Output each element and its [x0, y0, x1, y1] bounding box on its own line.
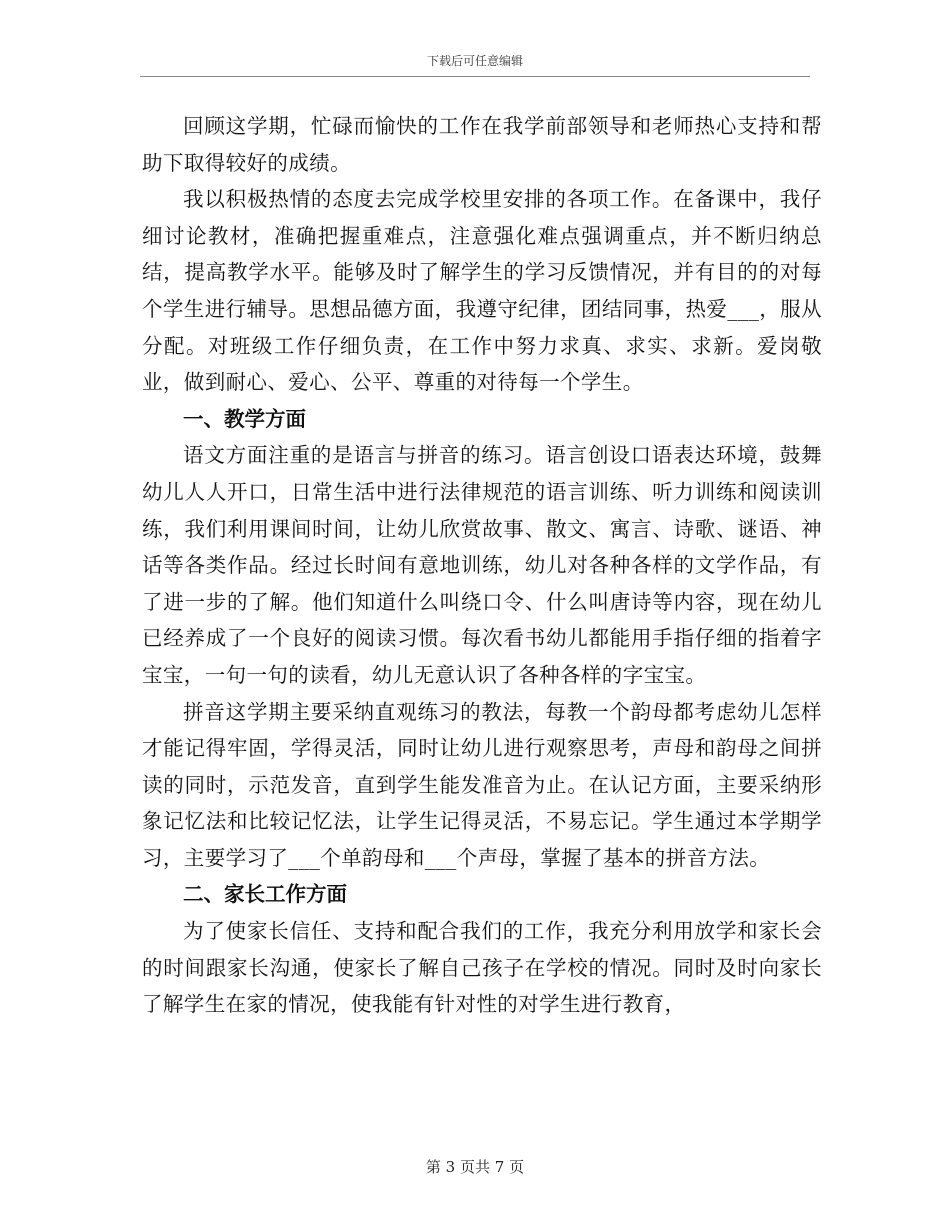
section-heading-parents: 二、家长工作方面	[183, 882, 347, 907]
paragraph-intro: 回顾这学期，忙碌而愉快的工作在我学前部领导和老师热心支持和帮助下取得较好的成绩。	[142, 114, 822, 175]
paragraph-pinyin: 拼音这学期主要采纳直观练习的教法，每教一个韵母都考虑幼儿怎样才能记得牢固，学得灵活，同时让幼儿进行观察思考，声母和韵母之间拼读的同时，示范发音，直到学生能发准音为止。在认记方面，主要采纳形象记忆法和比较记忆法，让学生记得灵活，不易忘记。学生通过本学期学习，主要学习了___个单韵母和___个声母，掌握了基本的拼音方法。	[142, 699, 822, 870]
section-heading-teaching: 一、教学方面	[183, 406, 306, 431]
header-divider	[140, 76, 810, 77]
paragraph-parent-communication: 为了使家长信任、支持和配合我们的工作，我充分利用放学和家长会的时间跟家长沟通，使家长了解自己孩子在学校的情况。同时及时向家长了解学生在家的情况，使我能有针对性的对学生进行教育，	[142, 919, 822, 1017]
paragraph-language: 语文方面注重的是语言与拼音的练习。语言创设口语表达环境，鼓舞幼儿人人开口，日常生活中进行法律规范的语言训练、听力训练和阅读训练，我们利用课间时间，让幼儿欣赏故事、散文、寓言、诗歌、谜语、神话等各类作品。经过长时间有意地训练，幼儿对各种各样的文学作品，有了进一步的了解。他们知道什么叫绕口令、什么叫唐诗等内容，现在幼儿已经养成了一个良好的阅读习惯。每次看书幼儿都能用手指仔细的指着字宝宝，一句一句的读看，幼儿无意认识了各种各样的字宝宝。	[142, 443, 822, 687]
page-header: 下载后可任意编辑	[426, 54, 523, 68]
page-number: 第 3 页共 7 页	[425, 1158, 525, 1176]
document-body	[142, 108, 822, 1023]
paragraph-work-attitude: 我以积极热情的态度去完成学校里安排的各项工作。在备课中，我仔细讨论教材，准确把握重难点，注意强化难点强调重点，并不断归纳总结，提高教学水平。能够及时了解学生的学习反馈情况，并有目的的对每个学生进行辅导。思想品德方面，我遵守纪律，团结同事，热爱___，服从分配。对班级工作仔细负责，在工作中努力求真、求实、求新。爱岗敬业，做到耐心、爱心、公平、尊重的对待每一个学生。	[142, 187, 822, 395]
